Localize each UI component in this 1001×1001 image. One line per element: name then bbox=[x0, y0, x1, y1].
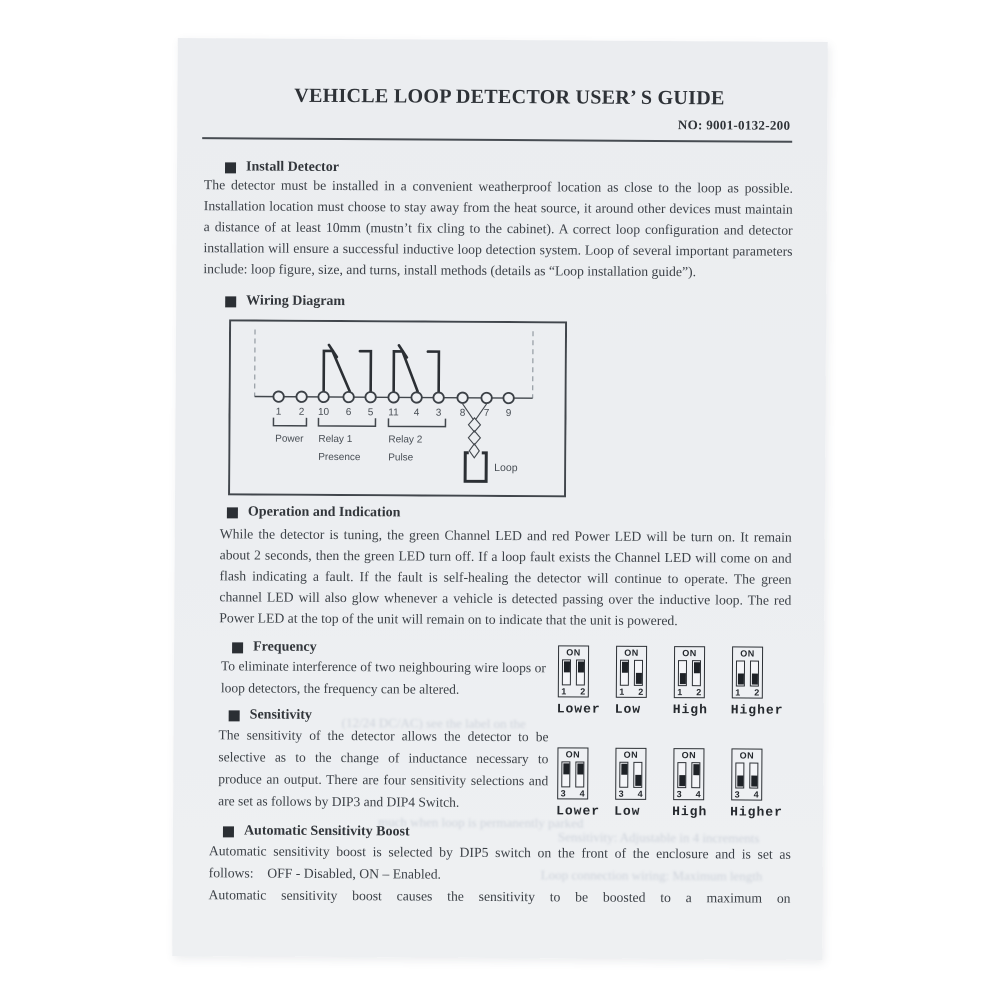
group-brackets bbox=[273, 418, 445, 427]
dip-on-label: ON bbox=[624, 647, 639, 658]
terminal-number: 5 bbox=[367, 407, 374, 419]
dip-slider-2 bbox=[692, 660, 701, 686]
dip-slider-1 bbox=[562, 659, 571, 685]
section-heading-label: Wiring Diagram bbox=[246, 293, 346, 310]
manual-page bbox=[172, 38, 828, 960]
dip-slider-3 bbox=[619, 762, 628, 788]
bleed-through-text: Sensitivity: Adjustable in 4 increments bbox=[557, 829, 760, 846]
dip-option-high bbox=[672, 748, 708, 820]
section-bullet-icon bbox=[225, 296, 236, 307]
dip-option-label: High bbox=[672, 804, 708, 820]
section-bullet-icon bbox=[232, 642, 243, 653]
dip-option-low bbox=[615, 748, 646, 819]
dip-on-label: ON bbox=[682, 648, 697, 659]
section-bullet-icon bbox=[223, 826, 234, 837]
section-heading-operation bbox=[227, 504, 401, 521]
dip-option-label: Higher bbox=[730, 804, 783, 820]
section-heading-wiring bbox=[225, 293, 345, 310]
page-title: VEHICLE LOOP DETECTOR USER’ S GUIDE bbox=[294, 84, 725, 110]
section-heading-frequency bbox=[232, 639, 317, 656]
dip-on-label: ON bbox=[566, 647, 581, 658]
dip-slider-1 bbox=[620, 660, 629, 686]
dip-switch-box bbox=[732, 646, 763, 698]
loop-coil-symbol bbox=[465, 453, 486, 482]
terminal-number: 1 bbox=[275, 406, 282, 418]
dip-on-label: ON bbox=[565, 749, 581, 760]
section-heading-sensitivity bbox=[229, 707, 312, 724]
dip-option-label: High bbox=[672, 702, 708, 718]
terminal-circle bbox=[273, 391, 283, 401]
dip-switch-box bbox=[615, 748, 646, 800]
dip-pin-numbers: 1 2 bbox=[677, 687, 702, 698]
dip-on-label: ON bbox=[740, 648, 755, 659]
header-rule bbox=[202, 137, 792, 143]
terminal-number: 8 bbox=[459, 407, 466, 419]
terminal-circle bbox=[365, 392, 375, 402]
dip-option-label: Low bbox=[614, 701, 642, 717]
dip-switch-box bbox=[731, 748, 762, 800]
terminal-number: 4 bbox=[413, 407, 420, 419]
section-bullet-icon bbox=[227, 507, 238, 518]
dip-slider-3 bbox=[677, 762, 686, 788]
terminal-number: 9 bbox=[505, 408, 512, 420]
bleed-through-text: much when loop is permanently parked bbox=[377, 814, 584, 831]
wiring-diagram bbox=[228, 319, 567, 497]
bleed-through-text: (12/24 DC/AC) see the label on the bbox=[341, 715, 526, 732]
terminal-circle bbox=[343, 392, 353, 402]
frequency-paragraph: To eliminate interference of two neighbouring wire loops or loop detectors, the frequency can be altered. bbox=[220, 658, 547, 697]
terminal-number: 6 bbox=[345, 407, 352, 419]
dip-option-low bbox=[616, 646, 647, 717]
dip-switch-row-frequency bbox=[556, 645, 784, 718]
group-label-relay2: Relay 2 bbox=[388, 434, 423, 446]
dip-switch-box bbox=[616, 646, 647, 698]
dip-pin-numbers: 3 4 bbox=[618, 788, 643, 799]
dip-pin-numbers: 1 2 bbox=[619, 686, 644, 697]
group-sublabel-presence: Presence bbox=[318, 451, 361, 464]
dip-switch-box bbox=[673, 748, 704, 800]
terminal-number: 11 bbox=[388, 407, 399, 419]
dip-slider-1 bbox=[678, 660, 687, 686]
terminal-circle bbox=[481, 393, 491, 403]
terminal-number: 3 bbox=[435, 407, 442, 419]
dip-switch-box bbox=[558, 645, 589, 697]
dip-option-high bbox=[672, 646, 708, 718]
dip-option-lower bbox=[556, 645, 601, 717]
operation-paragraph: While the detector is tuning, the green Channel LED and red Power LED will be turn on. It remain about 2 seconds, then the green LED turn off. If a loop fault exists the Channel LED will come on and flash indicating a fault. If the fault is self-healing the detector will continue to operate. The green channel LED will also glow whenever a vehicle is detected passing over the inductive loop. The red Power LED at the top of the unit will remain on to indicate that the unit is powered. bbox=[219, 526, 792, 629]
dip-on-label: ON bbox=[681, 750, 697, 761]
dip-pin-numbers: 1 2 bbox=[561, 686, 586, 697]
install-paragraph: The detector must be installed in a convenient weatherproof location as close to the loop as possible. Installation location must choose to stay away from the heat source, it around other devices must maintain a distance of at least 10mm (mustn’t fix cling to the cabinet). A correct loop configuration and detector installation will ensure a successful inductive loop detection system. Loop of several important parameters include: loop figure, size, and turns, install methods (details as “Loop installation guide”). bbox=[203, 177, 793, 280]
terminal-number: 7 bbox=[483, 407, 490, 419]
group-label-relay1: Relay 1 bbox=[318, 433, 353, 446]
terminal-circle bbox=[388, 392, 398, 402]
dip-switch-row-sensitivity bbox=[556, 747, 783, 820]
dip-pin-numbers: 3 4 bbox=[676, 789, 701, 800]
dip-option-label: Higher bbox=[730, 702, 784, 718]
dip-slider-2 bbox=[576, 659, 585, 685]
doc-number: NO: 9001-0132-200 bbox=[677, 117, 791, 133]
section-bullet-icon bbox=[225, 162, 236, 173]
terminal-circle bbox=[318, 392, 328, 402]
dip-option-label: Lower bbox=[556, 701, 601, 717]
terminal-circle bbox=[457, 393, 467, 403]
dip-slider-3 bbox=[561, 761, 570, 787]
dip-pin-numbers: 1 2 bbox=[735, 687, 760, 698]
section-heading-label: Automatic Sensitivity Boost bbox=[243, 823, 410, 840]
terminal-number: 10 bbox=[317, 406, 330, 418]
dip-pin-numbers: 3 4 bbox=[560, 788, 585, 799]
boost-paragraph-1: Automatic sensitivity boost is selected by DIP5 switch on the front of the enclosure and is set as follows: OFF - Disabled, ON – Enabled. bbox=[208, 843, 791, 882]
dip-slider-1 bbox=[736, 660, 745, 686]
dip-on-label: ON bbox=[739, 750, 755, 761]
terminal-circle bbox=[433, 392, 443, 402]
dip-option-label: Lower bbox=[556, 803, 601, 819]
dip-slider-2 bbox=[634, 660, 643, 686]
terminal-strip bbox=[273, 391, 514, 419]
boost-paragraph-2: Automatic sensitivity boost causes the sensitivity to be boosted to a maximum on bbox=[208, 887, 791, 906]
group-label-power: Power bbox=[275, 433, 304, 445]
dip-slider-4 bbox=[633, 762, 642, 788]
section-heading-label: Sensitivity bbox=[249, 707, 312, 723]
dip-option-lower bbox=[556, 747, 601, 819]
dip-slider-3 bbox=[735, 762, 744, 788]
terminal-circle bbox=[296, 392, 306, 402]
dip-slider-2 bbox=[750, 661, 759, 687]
loop-label: Loop bbox=[494, 461, 518, 475]
relay1-contact-symbol bbox=[324, 345, 371, 391]
section-bullet-icon bbox=[229, 710, 240, 721]
dip-switch-box bbox=[674, 646, 705, 698]
section-heading-label: Operation and Indication bbox=[247, 504, 401, 521]
dip-slider-4 bbox=[749, 763, 758, 789]
section-heading-label: Install Detector bbox=[245, 159, 339, 176]
dip-on-label: ON bbox=[623, 749, 639, 760]
relay2-contact-symbol bbox=[394, 345, 439, 391]
dip-option-higher bbox=[730, 748, 783, 820]
terminal-circle bbox=[411, 392, 421, 402]
dip-option-higher bbox=[730, 646, 784, 718]
bleed-through-text: Loop connection wiring: Maximum length bbox=[540, 867, 763, 884]
terminal-circle bbox=[503, 393, 513, 403]
sensitivity-paragraph: The sensitivity of the detector allows the detector to be selective as to the change of inductance necessary to produce an output. There are four sensitivity selections and are set as follows by DIP3 and DIP4 Switch. bbox=[218, 727, 549, 810]
dip-switch-box bbox=[557, 747, 588, 799]
terminal-number: 2 bbox=[298, 406, 305, 418]
dip-option-label: Low bbox=[614, 803, 641, 819]
dip-pin-numbers: 3 4 bbox=[734, 789, 759, 800]
dip-slider-4 bbox=[691, 762, 700, 788]
group-sublabel-pulse: Pulse bbox=[388, 452, 414, 464]
dip-slider-4 bbox=[575, 761, 584, 787]
section-heading-label: Frequency bbox=[253, 639, 317, 655]
